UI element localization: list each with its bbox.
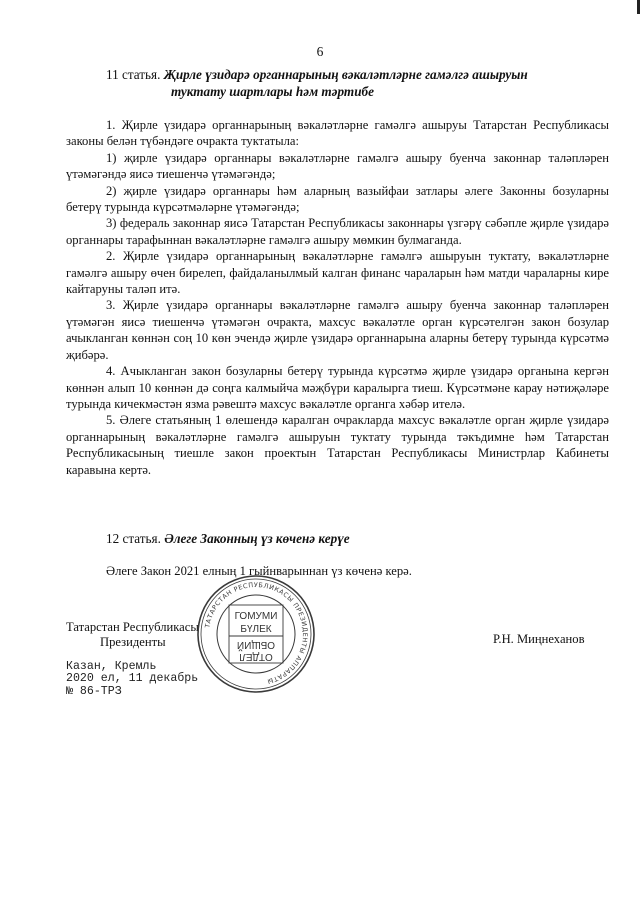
article-11-heading-line1 [106, 66, 528, 83]
signer-name: Р.Н. Миңнеханов [493, 632, 585, 646]
effective-date-text: Әлеге Закон 2021 елның 1 гыйнварыннан үз көченә керә. [106, 564, 412, 578]
stamp-center-line1: ГОМУМИ [234, 611, 278, 622]
signature-position [66, 620, 199, 650]
article-12-title: Әлеге Законның үз көченә керүе [164, 531, 350, 546]
place-line: Казан, Кремль [66, 660, 157, 673]
stamp-center-line4: ОБЩИЙ [236, 639, 276, 650]
place-date-block [66, 661, 198, 698]
article-12-prefix: 12 статья. [106, 531, 161, 546]
article-11-title-line1: Җирле үзидарә органнарының вәкаләтләрне гамәлгә ашыруын [163, 67, 528, 82]
page-number: 6 [316, 44, 324, 59]
paragraph-4: 4. Ачыкланган закон бозуларны бетерү турында күрсәтмә җирле үзидарә органына кергән көннән алып 10 көннән дә соңга калмыйча мәҗбүри каралырга тиеш. Күрсәтмәне карау нәтиҗәләре турында кичекмәстән язма рәвештә махсус вәкаләтле органга хәбәр ителә. [66, 364, 609, 411]
signature-position-line1: Татарстан Республикасы [66, 620, 199, 634]
article-11-heading-line2 [171, 83, 374, 100]
paragraph-5: 5. Әлеге статьяның 1 өлешендә каралган очракларда махсус вәкаләтле орган җирле үзидарә органнарының вәкаләтләрне гамәлгә ашыруын туктату турында тәкъдимне һәм Татарстан Республикасының тиешле закон проектын Татарстан Республикасы Министрлар Кабинеты каравына кертә. [66, 413, 609, 477]
paragraph-1-item-2: 2) җирле үзидарә органнары һәм аларның вазыйфаи затлары әлеге Законны бозуларны бетерү турында күрсәтмәләрне үтәмәгәндә; [66, 183, 609, 215]
paragraph-3: 3. Җирле үзидарә органнары вәкаләтләрне гамәлгә ашыру буенча законнар таләпләрен үтәмәгән яисә тиешенчә үтәмәгән очракта, махсус вәкаләтле орган күрсәтелгән закон бозулар ачыкланган көннән соң 10 көн эчендә җирле үзидарә органнарына аларны бетерү турында күрсәтмә җибәрә. [66, 298, 609, 362]
article-11-prefix: 11 статья. [106, 67, 161, 82]
article-11-body [66, 117, 609, 478]
article-12-heading [106, 531, 350, 547]
paragraph-1-item-3: 3) федераль законнар яисә Татарстан Республикасы законнары үзгәрү сәбәпле җирле үзидарә органнары тарафыннан вәкаләтләрне гамәлгә ашыру мөмкин булмаганда. [66, 216, 609, 247]
date-line: 2020 ел, 11 декабрь [66, 672, 199, 686]
signature-position-line2: Президенты [100, 635, 166, 649]
paragraph-1-item-1: 1) җирле үзидарә органнары вәкаләтләрне гамәлгә ашыру буенча законнар таләпләрен үтәмәгәндә яисә тиешенчә үтәмәгәндә; [66, 150, 609, 182]
law-number-line: № 86-ТРЗ [66, 684, 122, 698]
paragraph-1: 1. Җирле үзидарә органнарының вәкаләтләрне гамәлгә ашыруы Татарстан Республикасы законы белән түбәндәге очракта туктатыла: [66, 118, 609, 149]
stamp-ring-text: ТАТАРСТАН РЕСПУБЛИКАСЫ ПРЕЗИДЕНТЫ АППАРАТЫ [203, 580, 310, 686]
stamp-center-line2: БҮЛЕК [240, 624, 272, 635]
article-11-title-line2: туктату шартлары һәм тәртибе [171, 84, 374, 99]
stamp-center-line3: ОТДЕЛ [239, 651, 273, 662]
paragraph-2: 2. Җирле үзидарә органнарының вәкаләтләрне гамәлгә ашыруын туктату, вәкаләтләрне гамәлгә ашыру өчен бирелеп, файдаланылмый калган финанс чараларын һәм матди чараларны кире кайтаруны таләп итә. [66, 249, 609, 297]
official-stamp [194, 572, 318, 696]
